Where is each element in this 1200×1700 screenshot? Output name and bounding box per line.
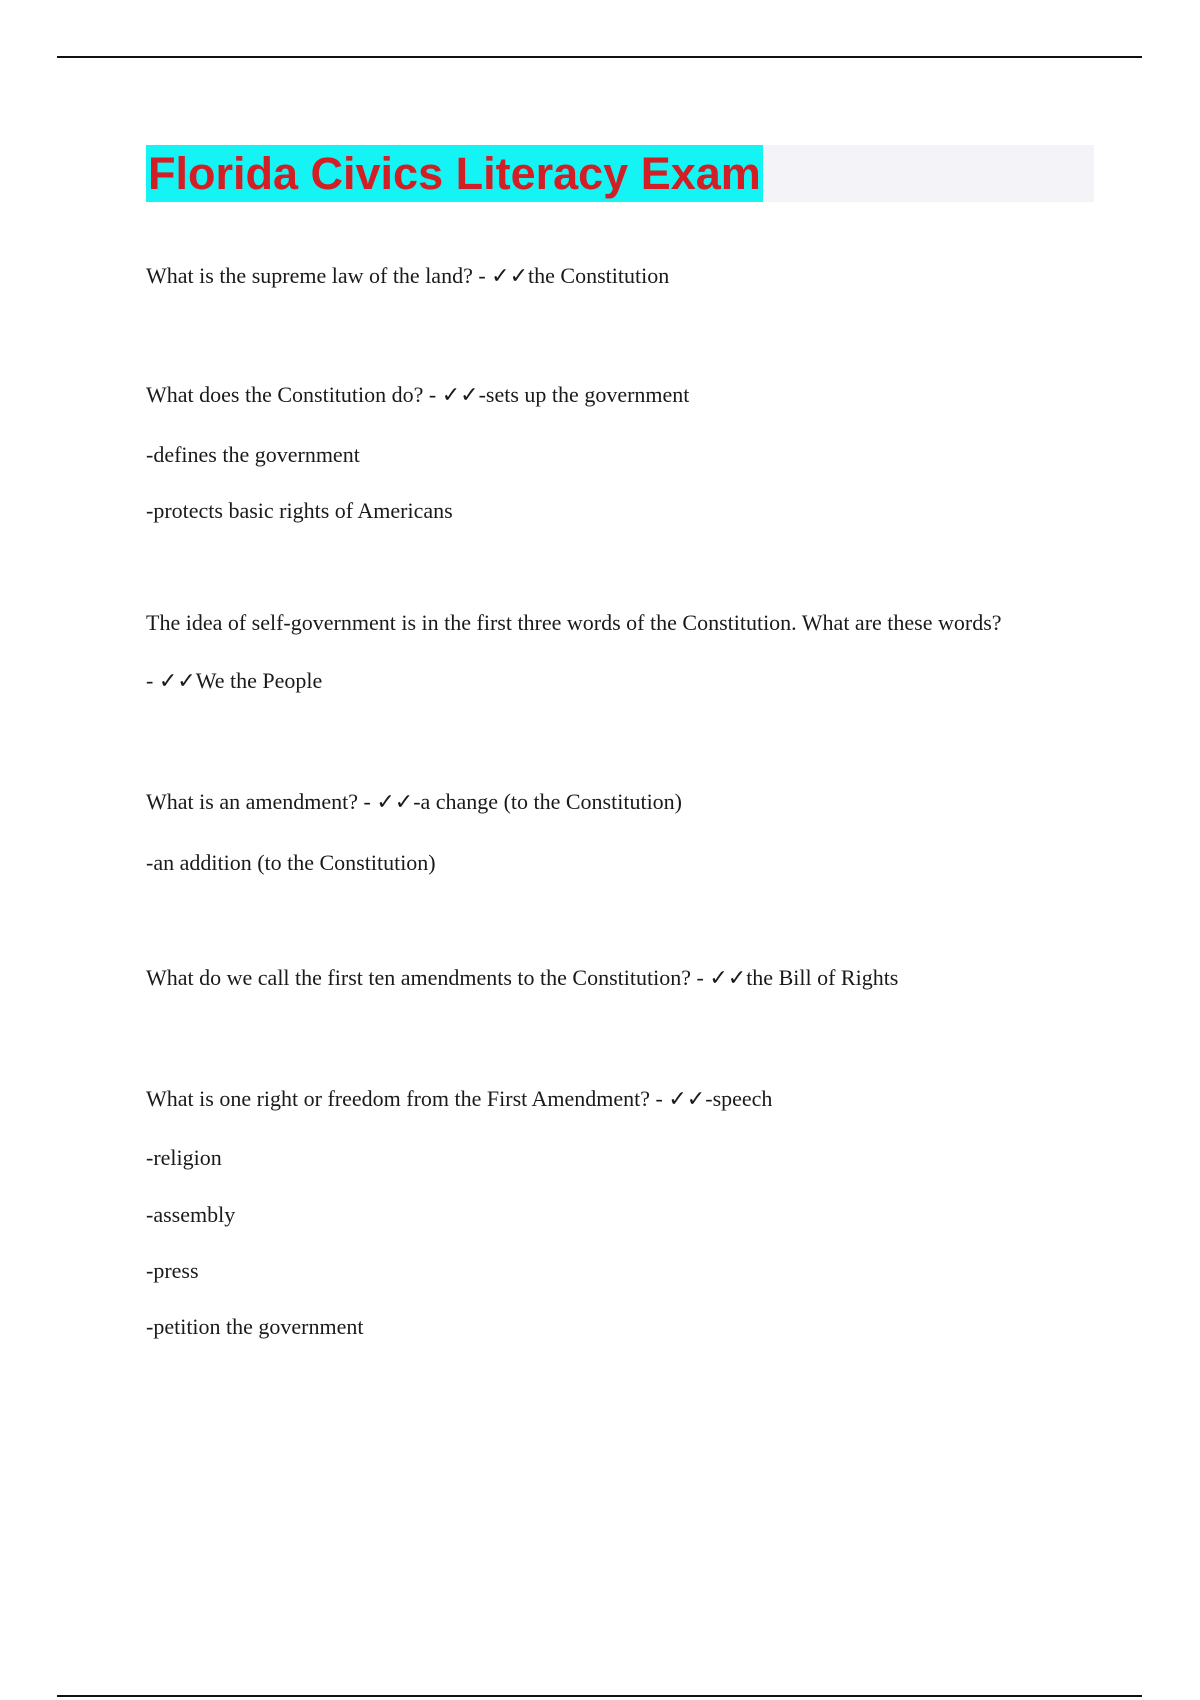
double-check-icon: ✓✓ [668,1087,706,1112]
answer-text: the Bill of Rights [746,965,899,990]
qa-answer-3 [146,670,322,693]
answer-text: the Constitution [528,263,670,288]
question-text: What do we call the first ten amendments to the Constitution? - [146,965,710,990]
qa-question-1 [146,265,669,288]
double-check-icon: ✓✓ [709,966,747,991]
question-text: What does the Constitution do? - [146,382,442,407]
answer-text: -sets up the government [478,382,690,407]
answer-text: -speech [705,1086,773,1111]
qa-question-5 [146,967,898,990]
answer-extra-line: -assembly [146,1202,236,1227]
answer-prefix: - [146,668,159,693]
answer-extra-line: -religion [146,1145,222,1170]
qa-question-3: The idea of self-government is in the first three words of the Constitution. What are these words? [146,610,1002,635]
answer-extra-line: -petition the government [146,1314,364,1339]
answer-extra-line: -protects basic rights of Americans [146,498,453,523]
title-highlight [146,145,763,202]
question-text: What is the supreme law of the land? - [146,263,492,288]
answer-extra-line: -an addition (to the Constitution) [146,850,436,875]
double-check-icon: ✓✓ [441,383,479,408]
top-rule [57,56,1142,58]
answer-extra-line: -defines the government [146,442,360,467]
qa-question-2 [146,384,689,407]
qa-question-6 [146,1088,772,1111]
double-check-icon: ✓✓ [158,669,196,694]
answer-text: We the People [195,668,323,693]
answer-text: -a change (to the Constitution) [413,789,683,814]
qa-question-4 [146,791,682,814]
answer-extra-line: -press [146,1258,199,1283]
question-text: What is one right or freedom from the First Amendment? - [146,1086,669,1111]
page-title: Florida Civics Literacy Exam [148,148,761,199]
double-check-icon: ✓✓ [491,264,529,289]
double-check-icon: ✓✓ [376,790,414,815]
question-text: What is an amendment? - [146,789,377,814]
bottom-rule [57,1695,1142,1697]
